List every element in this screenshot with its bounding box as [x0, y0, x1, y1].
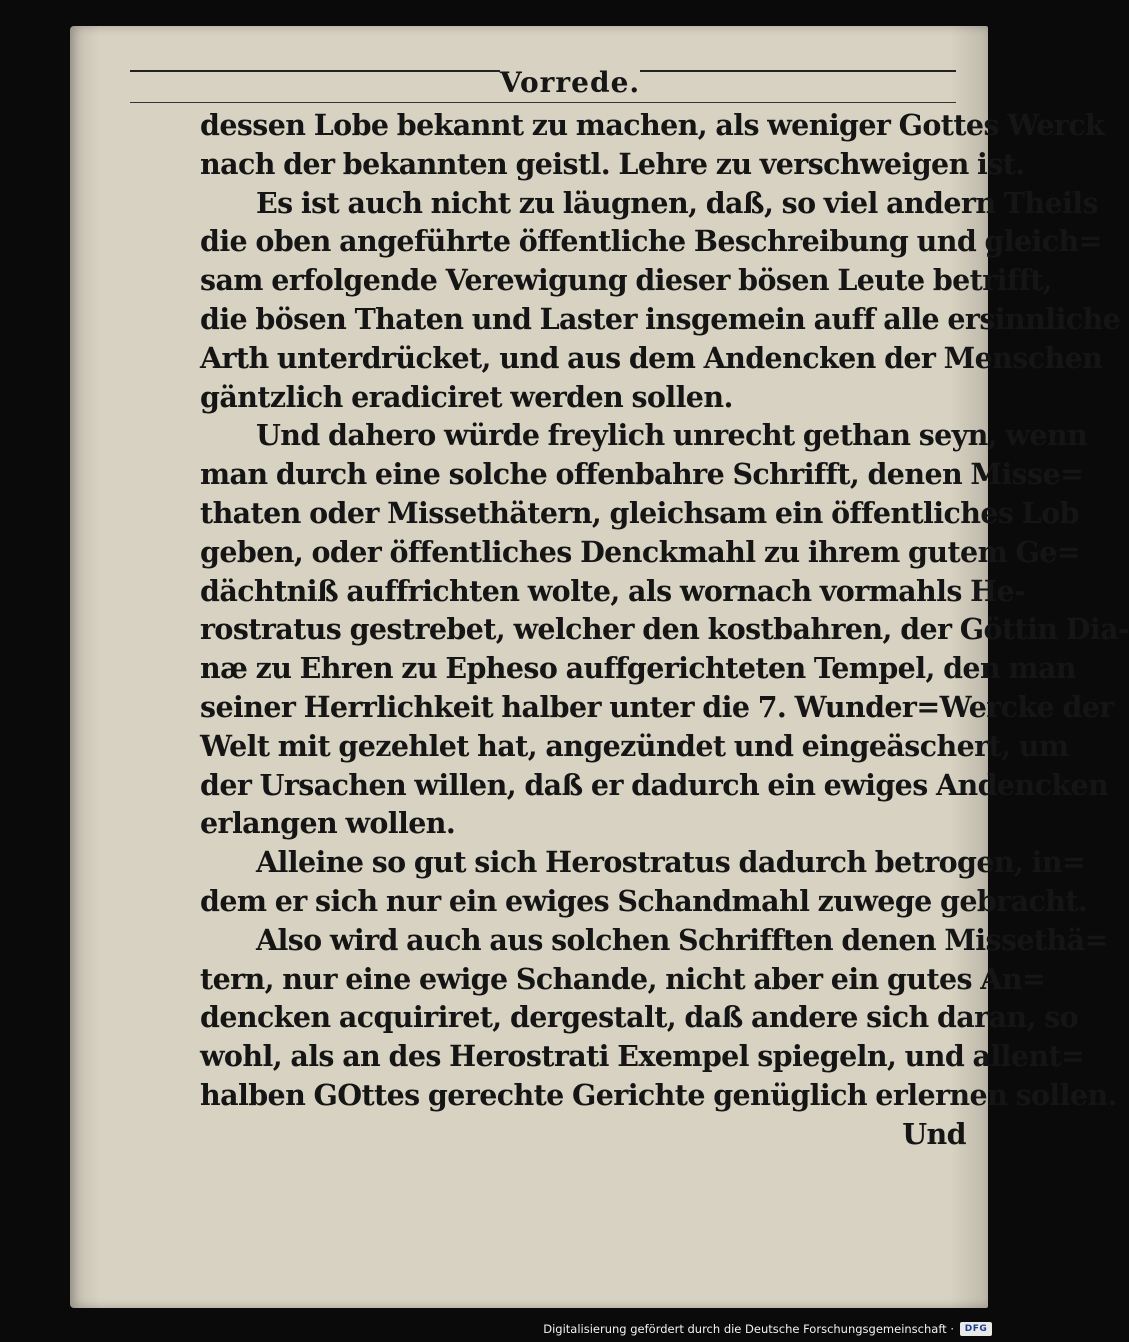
body-text	[200, 106, 1129, 1154]
catchword: Und	[902, 1116, 966, 1151]
text-line: geben, oder öffentliches Denckmahl zu ihrem gutem Ge=	[200, 534, 1081, 569]
text-line: die oben angeführte öffentliche Beschreibung und gleich=	[200, 224, 1102, 259]
text-line: Also wird auch aus solchen Schrifften denen Missethä=	[256, 922, 1108, 957]
text-line: dem er sich nur ein ewiges Schandmahl zuwege gebracht.	[200, 883, 1088, 918]
text-line: dächtniß auffrichten wolte, als wornach vormahls He-	[200, 573, 1026, 608]
header-rule-under	[130, 102, 956, 103]
text-line: man durch eine solche offenbahre Schrifft, denen Misse=	[200, 457, 1084, 492]
text-line: die bösen Thaten und Laster insgemein auff alle ersinnliche	[200, 301, 1121, 336]
text-line: Und dahero würde freylich unrecht gethan seyn, wenn	[256, 418, 1088, 453]
text-line: thaten oder Missethätern, gleichsam ein öffentliches Lob	[200, 495, 1079, 530]
text-line: Arth unterdrücket, und aus dem Andencken der Menschen	[200, 340, 1103, 375]
text-line: halben GOttes gerechte Gerichte genüglich erlernen sollen.	[200, 1077, 1117, 1112]
text-line: der Ursachen willen, daß er dadurch ein ewiges Andencken	[200, 767, 1109, 802]
text-line: næ zu Ehren zu Epheso auffgerichteten Tempel, den man	[200, 651, 1076, 686]
text-line: dencken acquiriret, dergestalt, daß andere sich daran, so	[200, 1000, 1079, 1035]
text-line: sam erfolgende Verewigung dieser bösen Leute betrifft,	[200, 263, 1053, 298]
dfg-logo: DFG	[960, 1322, 992, 1336]
text-line: erlangen wollen.	[200, 806, 456, 841]
text-line: tern, nur eine ewige Schande, nicht aber ein gutes An=	[200, 961, 1046, 996]
text-line: gäntzlich eradiciret werden sollen.	[200, 379, 733, 414]
footer-credit: Digitalisierung gefördert durch die Deutsche Forschungsgemeinschaft ·	[543, 1322, 954, 1336]
digitization-footer	[543, 1320, 992, 1338]
text-line: wohl, als an des Herostrati Exempel spiegeln, und allent=	[200, 1039, 1085, 1074]
text-line: Es ist auch nicht zu läugnen, daß, so viel andern Theils	[256, 185, 1098, 220]
text-line: seiner Herrlichkeit halber unter die 7. Wunder=Wercke der	[200, 689, 1114, 724]
text-line: rostratus gestrebet, welcher den kostbahren, der Göttin Dia-	[200, 612, 1129, 647]
text-line: nach der bekannten geistl. Lehre zu verschweigen ist.	[200, 146, 1025, 181]
text-line: dessen Lobe bekannt zu machen, als weniger Gottes Werck	[200, 108, 1105, 142]
text-line: Welt mit gezehlet hat, angezündet und eingeäschert, um	[200, 728, 1069, 763]
running-head: Vorrede.	[499, 66, 641, 99]
text-line: Alleine so gut sich Herostratus dadurch betrogen, in=	[256, 845, 1086, 880]
